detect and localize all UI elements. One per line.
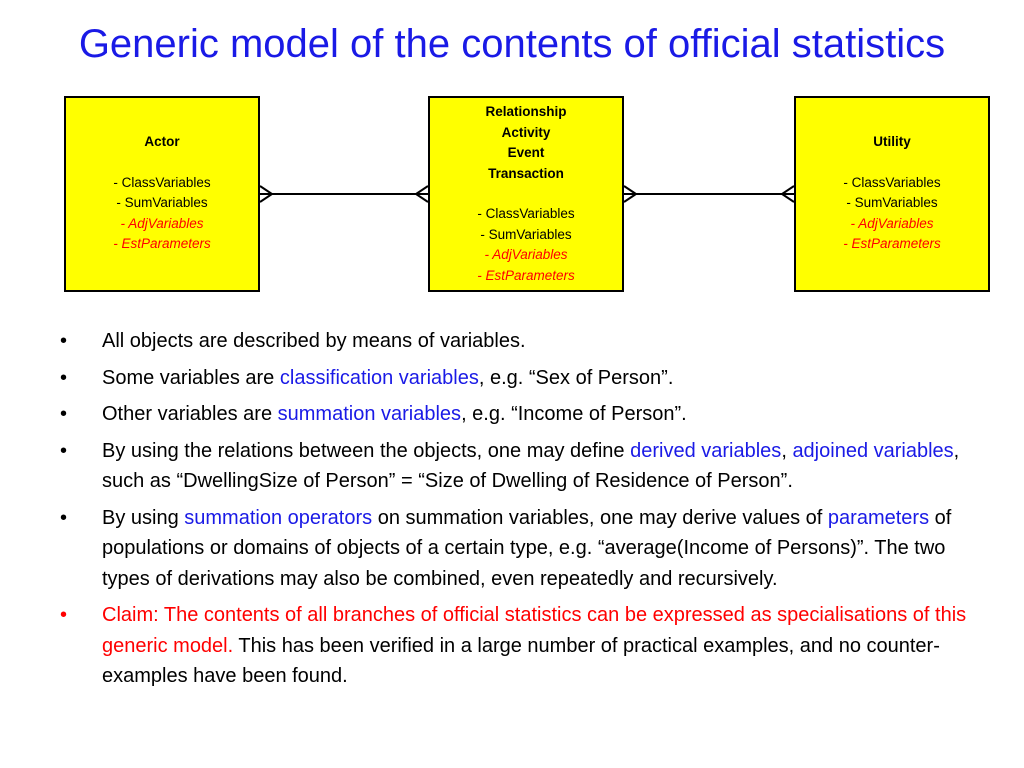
bullet-item: • Other variables are summation variables, e.g. “Income of Person”. — [60, 399, 990, 430]
bullet-marker: • — [60, 439, 68, 462]
relationship-box — [428, 96, 624, 292]
box-heading: Actor — [144, 134, 180, 149]
box-item: - ClassVariables — [843, 174, 941, 190]
bullet-item: • By using summation operators on summation variables, one may derive values of parameters of populations or domains of objects of a certain type, e.g. “average(Income of Persons)”. The two types of derivations may also be combined, even repeatedly and recursively. — [60, 503, 990, 595]
bullet-item: • Some variables are classification variables, e.g. “Sex of Person”. — [60, 363, 990, 394]
box-item-red: - EstParameters — [113, 236, 211, 251]
box-item-red: - AdjVariables — [120, 215, 204, 231]
box-item: - SumVariables — [480, 226, 572, 242]
box-item: - SumVariables — [116, 195, 208, 210]
actor-box — [64, 96, 260, 292]
box-item-red: - EstParameters — [477, 267, 575, 283]
box-heading: Event — [507, 145, 545, 160]
highlight-term: summation operators — [184, 506, 373, 529]
box-item: - ClassVariables — [477, 206, 575, 221]
bullet-item: • By using the relations between the objects, one may define derived variables, adjoined variables, such as “DwellingSize of Person” = “Size of Dwelling of Residence of Person”. — [60, 436, 990, 497]
bullet-marker: • — [60, 330, 68, 352]
bullet-item: • All objects are described by means of variables. — [60, 326, 990, 357]
box-heading: Activity — [501, 124, 551, 140]
bullet-item-claim: • Claim: The contents of all branches of official statistics can be expressed as specialisations of this generic model. This has been verified in a large number of practical examples, and no counter-examples have been found. — [60, 600, 990, 692]
box-heading: Relationship — [485, 104, 567, 119]
highlight-term: adjoined variables — [792, 439, 954, 462]
bullet-marker: • — [60, 403, 68, 425]
box-item: - SumVariables — [846, 195, 938, 210]
bullet-list — [60, 326, 990, 698]
box-item-red: - AdjVariables — [484, 247, 568, 262]
slide-title: Generic model of the contents of official statistics — [78, 22, 946, 66]
bullet-marker: • — [60, 506, 68, 529]
highlight-term: derived variables — [630, 439, 782, 462]
box-item: - ClassVariables — [113, 174, 211, 190]
box-heading: Transaction — [488, 165, 564, 181]
highlight-term: classification variables — [279, 366, 479, 389]
bullet-marker: • — [60, 366, 68, 389]
claim-text: Claim: The contents of all branches of official statistics can be expressed as specialisations of this generic model. — [102, 604, 967, 657]
box-item-red: - EstParameters — [843, 236, 941, 251]
bullet-marker: • — [60, 604, 68, 626]
highlight-term: parameters — [827, 506, 930, 529]
box-heading: Utility — [873, 134, 911, 149]
box-item-red: - AdjVariables — [850, 215, 934, 231]
highlight-term: summation variables — [277, 403, 462, 425]
utility-box — [794, 96, 990, 292]
